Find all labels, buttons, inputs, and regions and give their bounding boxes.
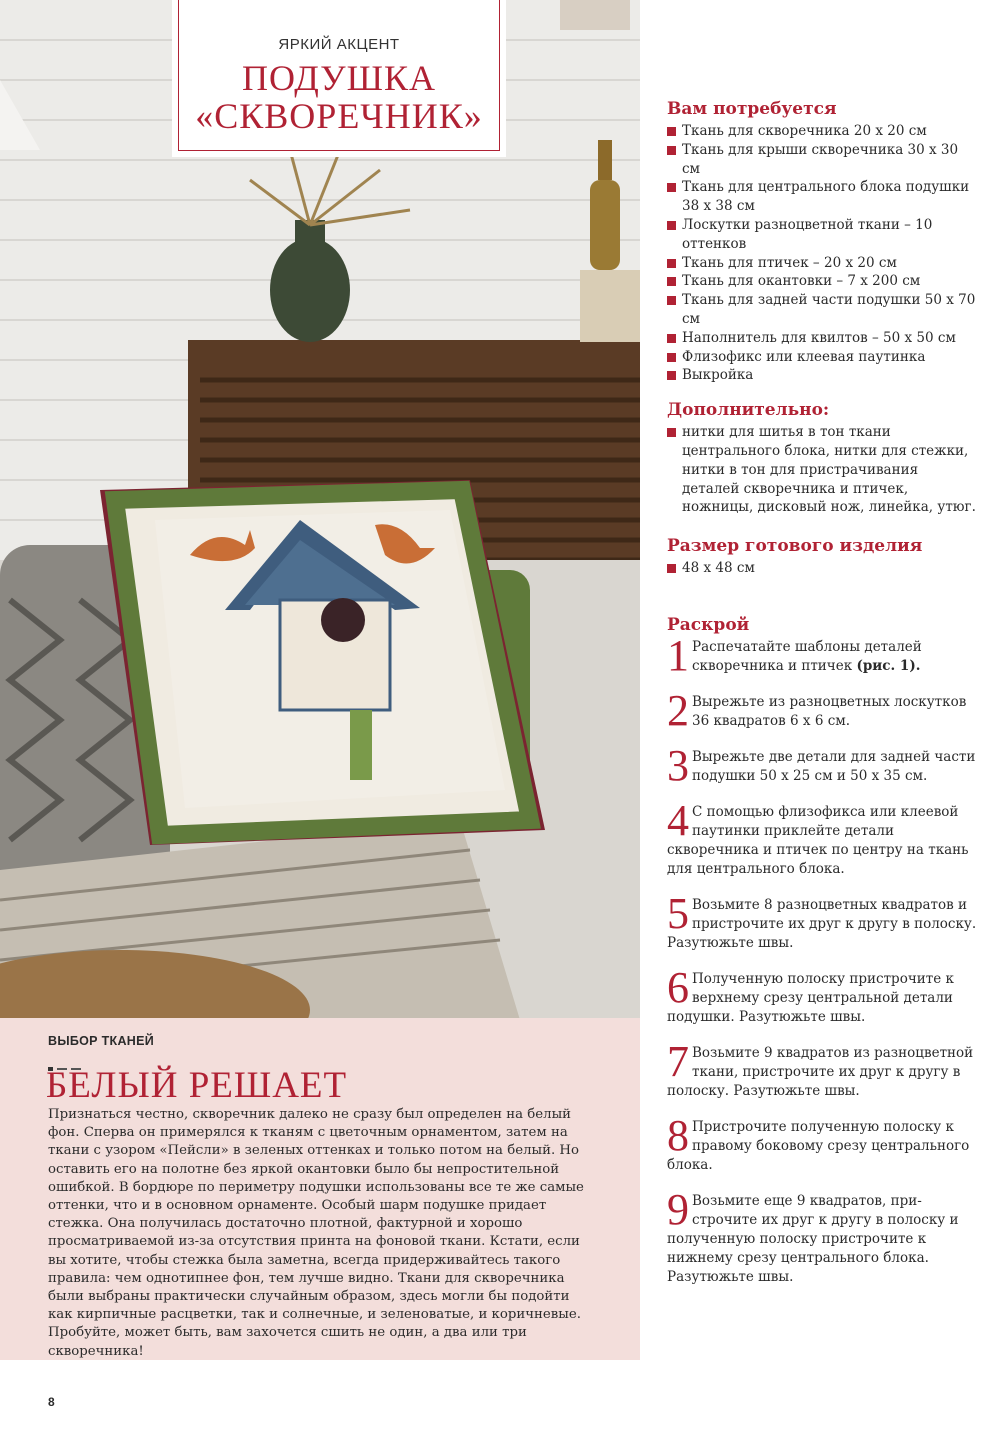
cushion-photo (0, 0, 640, 1020)
step-text: Вырежьте две детали для задней части подушки 50 х 25 см и 50 х 35 см. (692, 748, 976, 784)
step-item (667, 685, 977, 735)
instructions-column (667, 98, 977, 1304)
materials-item: Ткань для центрального блока подушки 38 х 38 см (667, 178, 977, 216)
step-text: Вырежьте из разноцветных лоскутков 36 квадратов 6 х 6 см. (692, 693, 967, 729)
materials-item: Ткань для крыши скворечника 30 х 30 см (667, 141, 977, 179)
fabric-choice-box (0, 1018, 640, 1360)
steps-list (667, 630, 977, 1287)
step-number: 7 (667, 1036, 689, 1086)
materials-item: Выкройка (667, 366, 977, 385)
materials-item: Наполнитель для квилтов – 50 х 50 см (667, 329, 977, 348)
materials-item: Ткань для птичек – 20 х 20 см (667, 254, 977, 273)
step-number: 8 (667, 1110, 689, 1160)
step-text: Возьмите 8 разноцветных квадратов и пристрочите их друг к другу в полоску. Разутюжьте швы. (667, 896, 977, 951)
step-number: 6 (667, 962, 689, 1012)
step-text: Полученную полоску пристрочите к верхнему срезу центральной детали подушки. Разутюжьте швы. (667, 970, 954, 1025)
step-number: 5 (667, 888, 689, 938)
step-text: С помощью флизофикса или клеевой паутинки приклейте детали скворечника и птичек по центру на ткань для центрального блока. (667, 803, 969, 877)
step-item (667, 1110, 977, 1175)
step-number: 2 (667, 685, 689, 735)
size-value: 48 х 48 см (667, 559, 977, 578)
step-text: Возьмите 9 квадратов из разноцветной ткани, пристрочите их друг к другу в полоску. Разутюжьте швы. (667, 1044, 974, 1099)
materials-item: Ткань для окантовки – 7 х 200 см (667, 272, 977, 291)
decorative-dashes (48, 1058, 88, 1062)
materials-heading: Вам потребуется (667, 99, 837, 119)
title-box (178, 0, 500, 151)
step-number: 4 (667, 795, 689, 845)
step-item (667, 795, 977, 879)
extra-text: нитки для шитья в тон ткани центрального блока, нитки для стежки, нитки в тон для пристрачивания деталей скворечника и птичек, ножницы, дисковый нож, линейка, утюг. (667, 423, 977, 517)
step-item (667, 740, 977, 790)
step-number: 3 (667, 740, 689, 790)
cutting-heading: Раскрой (667, 614, 750, 635)
step-item (667, 1184, 977, 1287)
materials-item: Ткань для скворечника 20 х 20 см (667, 122, 977, 141)
page-number: 8 (48, 1395, 55, 1409)
extra-list (667, 423, 977, 517)
sidebar-label: ВЫБОР ТКАНЕЙ (48, 1034, 155, 1048)
step-item (667, 888, 977, 953)
sidebar-title: БЕЛЫЙ РЕШАЕТ (46, 1065, 348, 1106)
section-kicker: ЯРКИЙ АКЦЕНТ (278, 36, 400, 53)
materials-list (667, 122, 977, 385)
materials-item: Ткань для задней части подушки 50 х 70 см (667, 291, 977, 329)
page-title (179, 59, 499, 135)
title-line-1: ПОДУШКА (241, 58, 436, 98)
extra-heading: Дополнительно: (667, 400, 830, 421)
size-list (667, 559, 977, 578)
step-item (667, 1036, 977, 1101)
step-number: 9 (667, 1184, 689, 1234)
size-heading: Размер готового изделия (667, 536, 923, 557)
step-number: 1 (667, 630, 689, 680)
step-item (667, 962, 977, 1027)
materials-item: Лоскутки разноцветной ткани – 10 оттенков (667, 216, 977, 254)
materials-item: Флизофикс или клеевая паутинка (667, 348, 977, 367)
step-item (667, 630, 977, 680)
sidebar-body: Признаться честно, скворечник далеко не сразу был определен на белый фон. Сперва он примерялся к тканям с цветочным орнаментом, затем на ткани с узором «Пейсли» в зеленых оттенках и только потом на белый. Но оставить его на полотне без яркой окантовки было бы непростительной ошибкой. В бордюре по периметру подушки использованы все те же самые оттенки, что и в основном орнаменте. Особый шарм подушке придает стежка. Она получилась достаточно плотной, фактурной и хорошо просматриваемой из-за отсутствия принта на фоновой ткани. Кстати, если вы хотите, чтобы стежка была заметна, всегда придерживайтесь такого правила: чем однотипнее фон, тем лучше видно. Ткани для скворечника были выбраны практически случайным образом, здесь могли бы подойти как кирпичные расцветки, так и солнечные, и зеленоватые, и коричневые. Пробуйте, может быть, вам захочется сшить не один, а два или три скворечника! (48, 1107, 584, 1359)
step-text: Возьмите еще 9 квадратов, пристрочите их друг к другу в полоску и полученную полоску пристрочите к нижнему срезу центрального блока. Разутюжьте швы. (667, 1192, 959, 1285)
step-text: Распечатайте шаблоны деталей скворечника и птичек (692, 638, 922, 674)
step-figure-ref: (рис. 1). (856, 657, 921, 674)
title-line-2: «СКВОРЕЧНИК» (195, 96, 483, 136)
step-text: Пристрочите полученную полоску к правому боковому срезу центрального блока. (667, 1118, 970, 1173)
